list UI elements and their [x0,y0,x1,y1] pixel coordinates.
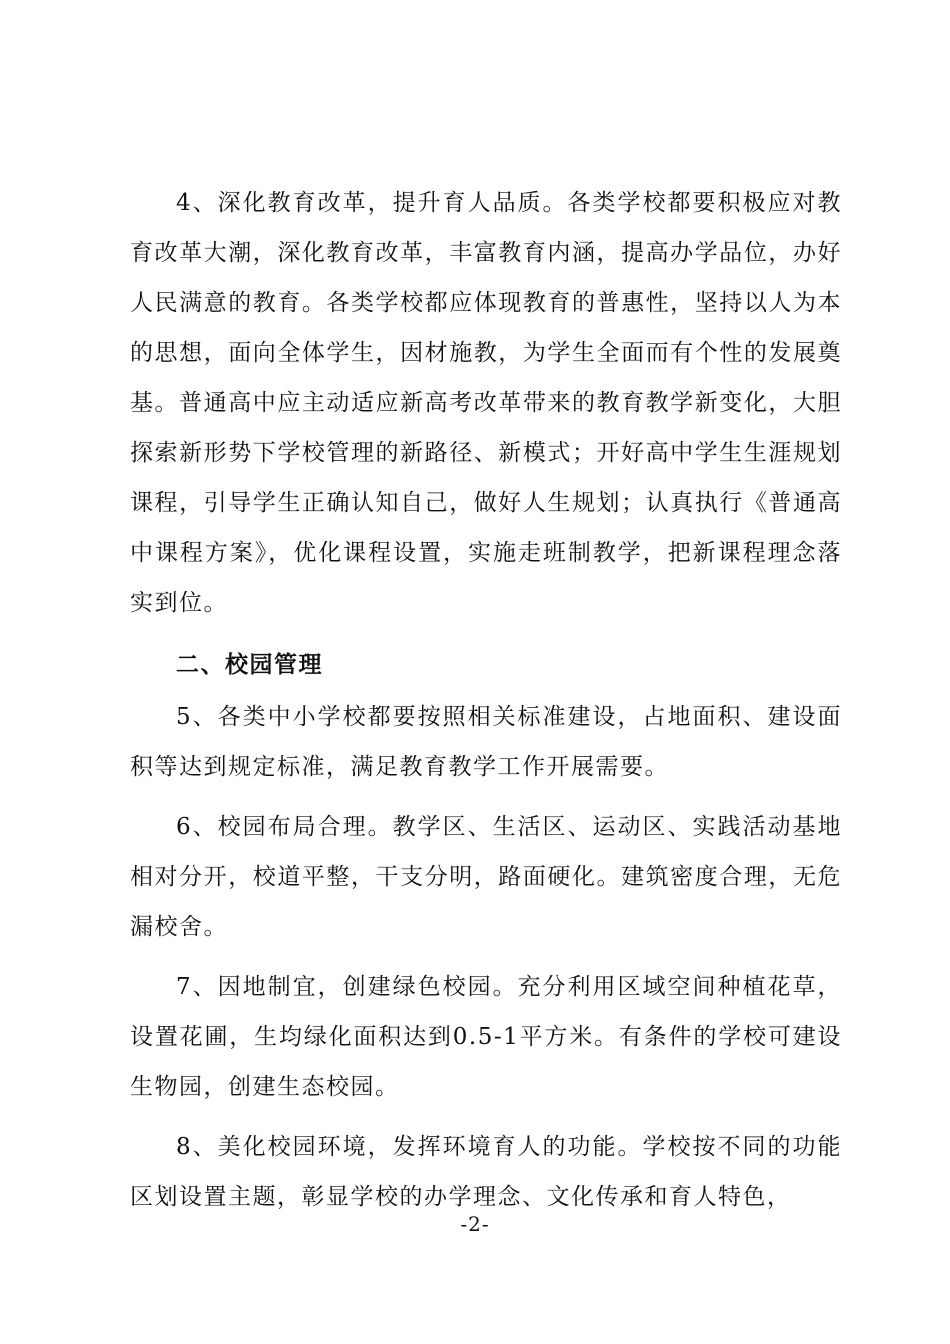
paragraph-item-5: 5、各类中小学校都要按照相关标准建设，占地面积、建设面积等达到规定标准，满足教育教学工作开展需要。 [130,704,842,780]
paragraph-item-4: 4、深化教育改革，提升育人品质。各类学校都要积极应对教育改革大潮，深化教育改革，丰富教育内涵，提高办学品位，办好人民满意的教育。各类学校都应体现教育的普惠性，坚持以人为本的思想，面向全体学生，因材施教，为学生全面而有个性的发展奠基。普通高中应主动适应新高考改革带来的教育教学新变化，大胆探索新形势下学校管理的新路径、新模式；开好高中学生生涯规划课程，引导学生正确认知自己，做好人生规划；认真执行《普通高中课程方案》，优化课程设置，实施走班制教学，把新课程理念落实到位。 [130,190,842,616]
page-number: -2- [460,1212,490,1236]
document-body [130,178,842,1232]
paragraph-item-7: 7、因地制宜，创建绿色校园。充分利用区域空间种植花草，设置花圃，生均绿化面积达到0.5-1平方米。有条件的学校可建设生物园，创建生态校园。 [130,974,842,1100]
paragraph-item-6: 6、校园布局合理。教学区、生活区、运动区、实践活动基地相对分开，校道平整，干支分明，路面硬化。建筑密度合理，无危漏校舍。 [130,814,842,940]
section-heading-campus-management: 二、校园管理 [176,652,323,678]
paragraph-item-8: 8、美化校园环境，发挥环境育人的功能。学校按不同的功能区划设置主题，彰显学校的办学理念、文化传承和育人特色， [130,1134,842,1210]
